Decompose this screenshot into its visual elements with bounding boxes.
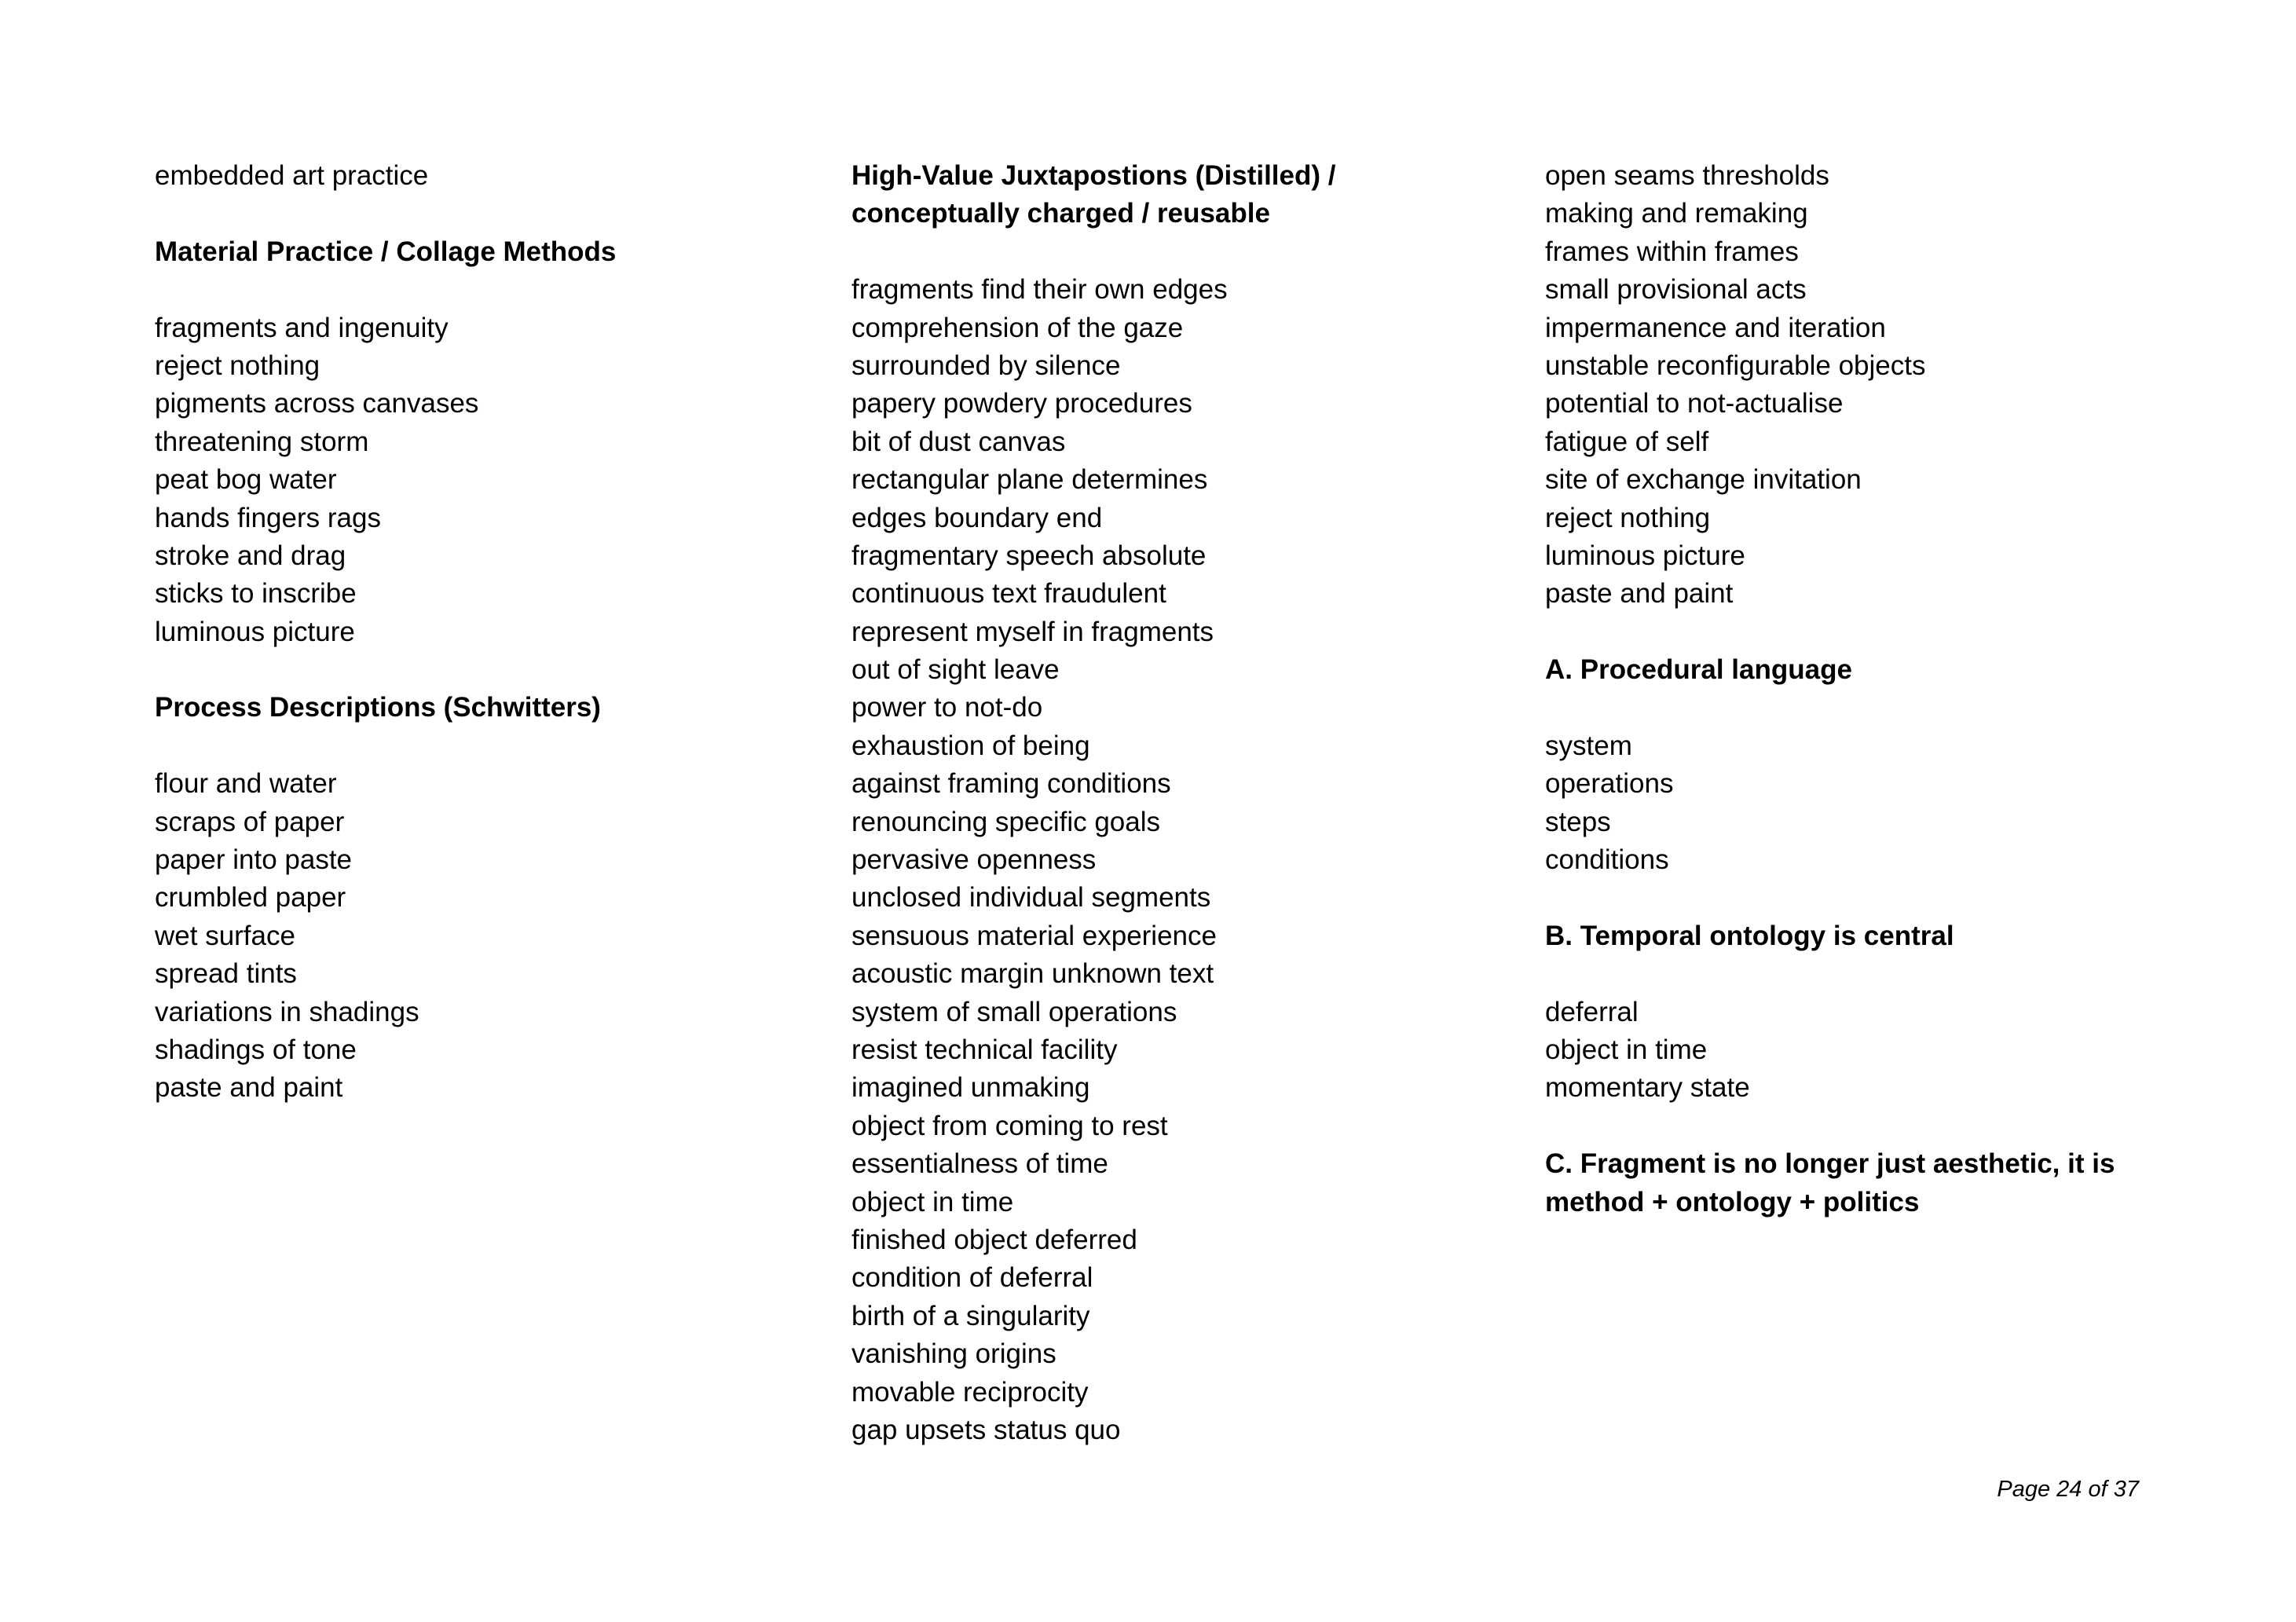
list-item: scraps of paper: [155, 806, 345, 837]
list-item: imagined unmaking: [851, 1072, 1090, 1104]
list-item: making and remaking: [1545, 198, 1808, 229]
heading-line: C. Fragment is no longer just aesthetic, it is: [1545, 1148, 2115, 1180]
list-item: fragments and ingenuity: [155, 312, 449, 343]
list-item: rectangular plane determines: [851, 464, 1208, 496]
list-item: gap upsets status quo: [851, 1414, 1121, 1445]
list-item: system: [1545, 730, 1632, 761]
right-column: [1545, 157, 2173, 1221]
section-heading-temporal-ontology: B. Temporal ontology is central: [1545, 920, 1954, 951]
section-heading-procedural-language: A. Procedural language: [1545, 654, 1852, 686]
list-item: stroke and drag: [155, 540, 346, 571]
section-heading-fragment: [1545, 1145, 2173, 1221]
list-item: luminous picture: [1545, 540, 1745, 571]
list-item: object in time: [1545, 1034, 1708, 1065]
list-item: momentary state: [1545, 1072, 1750, 1104]
list-item: renouncing specific goals: [851, 806, 1161, 837]
list-item: continuous text fraudulent: [851, 578, 1166, 610]
list-item: paste and paint: [1545, 578, 1734, 610]
list-item: edges boundary end: [851, 502, 1103, 533]
spacer: [851, 233, 1496, 271]
list-item: conditions: [1545, 844, 1669, 876]
list-item: wet surface: [155, 920, 295, 951]
section-heading-high-value-juxtapositions: [851, 157, 1496, 233]
page-number: Page 24 of 37: [1997, 1477, 2139, 1502]
list-item: power to not-do: [851, 692, 1043, 723]
list-item: resist technical facility: [851, 1034, 1118, 1065]
continued-list: [1545, 157, 2173, 613]
list-item: fragments find their own edges: [851, 274, 1228, 306]
process-descriptions-list: [155, 765, 799, 1108]
list-item: out of sight leave: [851, 654, 1060, 686]
list-item: birth of a singularity: [851, 1300, 1090, 1331]
list-item: operations: [1545, 768, 1674, 800]
list-item: vanishing origins: [851, 1338, 1056, 1370]
list-item: fatigue of self: [1545, 426, 1709, 457]
list-item: shadings of tone: [155, 1034, 357, 1065]
temporal-ontology-list: [1545, 994, 2173, 1108]
heading-line: method + ontology + politics: [1545, 1186, 1920, 1217]
heading-line: High-Value Juxtapostions (Distilled) /: [851, 160, 1336, 191]
list-item: pervasive openness: [851, 844, 1097, 876]
list-item: surrounded by silence: [851, 350, 1121, 381]
list-item: potential to not-actualise: [1545, 388, 1844, 419]
list-item: hands fingers rags: [155, 502, 381, 533]
spacer: [1545, 879, 2173, 917]
spacer: [1545, 955, 2173, 993]
procedural-language-list: [1545, 727, 2173, 880]
list-item: steps: [1545, 806, 1611, 837]
list-item: frames within frames: [1545, 236, 1799, 267]
list-item: luminous picture: [155, 616, 355, 647]
heading-line: conceptually charged / reusable: [851, 198, 1270, 229]
list-item: sensuous material experience: [851, 920, 1217, 951]
spacer: [1545, 1108, 2173, 1145]
list-item: unstable reconfigurable objects: [1545, 350, 1926, 381]
list-item: movable reciprocity: [851, 1376, 1089, 1408]
intro-text: embedded art practice: [155, 160, 429, 191]
spacer: [155, 271, 799, 309]
list-item: small provisional acts: [1545, 274, 1807, 306]
left-column: [155, 157, 799, 1108]
list-item: deferral: [1545, 996, 1639, 1027]
spacer: [155, 651, 799, 689]
list-item: variations in shadings: [155, 996, 419, 1027]
list-item: impermanence and iteration: [1545, 312, 1886, 343]
list-item: unclosed individual segments: [851, 882, 1211, 914]
spacer: [155, 727, 799, 765]
list-item: site of exchange invitation: [1545, 464, 1862, 496]
list-item: essentialness of time: [851, 1148, 1108, 1180]
list-item: reject nothing: [1545, 502, 1711, 533]
middle-column: [851, 157, 1496, 1449]
list-item: bit of dust canvas: [851, 426, 1066, 457]
list-item: fragmentary speech absolute: [851, 540, 1207, 571]
list-item: reject nothing: [155, 350, 320, 381]
list-item: comprehension of the gaze: [851, 312, 1184, 343]
list-item: object in time: [851, 1186, 1014, 1217]
section-heading-process-descriptions: Process Descriptions (Schwitters): [155, 692, 601, 723]
list-item: spread tints: [155, 958, 297, 990]
list-item: peat bog water: [155, 464, 337, 496]
list-item: threatening storm: [155, 426, 369, 457]
list-item: paste and paint: [155, 1072, 343, 1104]
list-item: open seams thresholds: [1545, 160, 1829, 191]
list-item: represent myself in fragments: [851, 616, 1214, 647]
list-item: finished object deferred: [851, 1224, 1137, 1255]
spacer: [1545, 689, 2173, 727]
juxtapositions-list: [851, 271, 1496, 1449]
spacer: [155, 195, 799, 232]
list-item: system of small operations: [851, 996, 1177, 1027]
list-item: acoustic margin unknown text: [851, 958, 1214, 990]
list-item: papery powdery procedures: [851, 388, 1192, 419]
list-item: flour and water: [155, 768, 337, 800]
material-practice-list: [155, 309, 799, 652]
list-item: against framing conditions: [851, 768, 1171, 800]
list-item: condition of deferral: [851, 1262, 1093, 1294]
section-heading-material-practice: Material Practice / Collage Methods: [155, 236, 617, 267]
spacer: [1545, 613, 2173, 651]
list-item: exhaustion of being: [851, 730, 1090, 761]
list-item: object from coming to rest: [851, 1110, 1168, 1141]
list-item: crumbled paper: [155, 882, 346, 914]
list-item: paper into paste: [155, 844, 353, 876]
list-item: sticks to inscribe: [155, 578, 357, 610]
list-item: pigments across canvases: [155, 388, 479, 419]
